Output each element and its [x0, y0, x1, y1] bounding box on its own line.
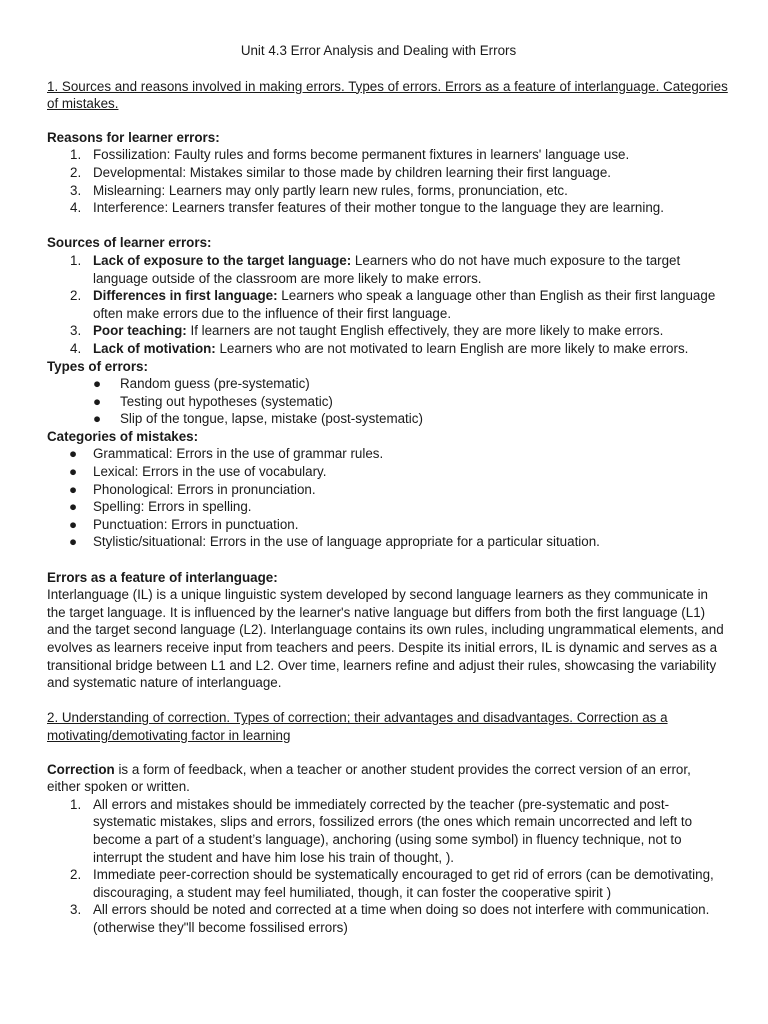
list-item	[47, 866, 728, 901]
item-text: Developmental: Mistakes similar to those made by children learning their first language.	[93, 164, 612, 180]
item-text: Interference: Learners transfer features of their mother tongue to the language they are learning.	[93, 200, 664, 216]
item-text: All errors should be noted and corrected at a time when doing so does not interfere with communication. (otherwise they"ll become fossilised errors)	[93, 902, 710, 935]
list-item	[47, 287, 728, 322]
list-item	[47, 182, 728, 200]
bullet-icon: ●	[69, 516, 78, 532]
bullet-icon: ●	[93, 411, 102, 427]
list-item	[47, 901, 728, 936]
item-number: 2.	[70, 164, 82, 180]
item-bold-label: Differences in first language:	[93, 288, 278, 304]
list-item	[47, 146, 728, 164]
item-text: Learners who do not have much exposure to the target language outside of the classroom are more likely to make errors.	[93, 252, 681, 286]
item-text: Phonological: Errors in pronunciation.	[93, 481, 316, 497]
bullet-icon: ●	[93, 376, 102, 392]
correction-paragraph	[47, 761, 728, 796]
item-text: Mislearning: Learners may only partly learn new rules, forms, pronunciation, etc.	[93, 182, 568, 198]
reasons-list	[47, 146, 728, 216]
types-list	[47, 375, 728, 428]
categories-list	[47, 445, 728, 551]
reasons-heading: Reasons for learner errors:	[47, 129, 220, 145]
list-item	[47, 340, 728, 358]
correction-term: Correction	[47, 761, 115, 777]
list-item	[47, 445, 728, 463]
list-item	[47, 393, 728, 411]
item-text: Slip of the tongue, lapse, mistake (post-systematic)	[120, 411, 423, 427]
item-text: Stylistic/situational: Errors in the use of language appropriate for a particular situation.	[93, 534, 600, 550]
list-item	[47, 410, 728, 428]
item-bold-label: Lack of exposure to the target language:	[93, 252, 352, 268]
item-text: Grammatical: Errors in the use of grammar rules.	[93, 446, 384, 462]
correction-definition: is a form of feedback, when a teacher or another student provides the correct version of an error, either spoken or written.	[47, 761, 691, 795]
list-item	[47, 498, 728, 516]
section2-heading: 2. Understanding of correction. Types of correction; their advantages and disadvantages. Correction as a motivating/demotivating factor in learning	[47, 710, 668, 743]
item-number: 1.	[70, 796, 82, 812]
item-text: If learners are not taught English effectively, they are more likely to make errors.	[186, 323, 664, 339]
item-text: All errors and mistakes should be immediately corrected by the teacher (pre-systematic and post-systematic mistakes, slips and errors, fossilized errors (the ones which remain uncorrected and left to become a part of a student’s language), anchoring (using some symbol) in fluency technique, not to interrupt the student and have him lose his train of thought, ).	[93, 796, 693, 865]
types-heading: Types of errors:	[47, 358, 148, 374]
list-item	[47, 796, 728, 866]
bullet-icon: ●	[69, 464, 78, 480]
item-bold-label: Lack of motivation:	[93, 340, 216, 356]
categories-heading: Categories of mistakes:	[47, 428, 199, 444]
item-text: Punctuation: Errors in punctuation.	[93, 516, 299, 532]
document-title: Unit 4.3 Error Analysis and Dealing with Errors	[240, 43, 517, 58]
bullet-icon: ●	[69, 499, 78, 515]
bullet-icon: ●	[69, 446, 78, 462]
item-number: 3.	[70, 182, 82, 198]
list-item	[47, 463, 728, 481]
sources-heading: Sources of learner errors:	[47, 235, 212, 251]
section1-heading: 1. Sources and reasons involved in making errors. Types of errors. Errors as a feature of interlanguage. Categories of mistakes.	[47, 78, 728, 112]
item-number: 2.	[70, 288, 82, 304]
item-text: Learners who are not motivated to learn English are more likely to make errors.	[215, 340, 689, 356]
list-item	[47, 199, 728, 217]
item-number: 1.	[70, 252, 82, 268]
correction-list	[47, 796, 728, 937]
interlanguage-heading: Errors as a feature of interlanguage:	[47, 569, 278, 585]
list-item	[47, 252, 728, 287]
item-number: 2.	[70, 867, 82, 883]
bullet-icon: ●	[69, 481, 78, 497]
item-text: Lexical: Errors in the use of vocabulary.	[93, 464, 327, 480]
bullet-icon: ●	[93, 393, 102, 409]
interlanguage-paragraph: Interlanguage (IL) is a unique linguistic system developed by second language learners as they communicate in the target language. It is influenced by the learner's native language but differs from both the first language (L1) and the target second language (L2). Interlanguage contains its own rules, including ungrammatical elements, and evolves as learners receive input from teachers and peers. Despite its initial errors, IL is dynamic and serves as a transitional bridge between L1 and L2. Over time, learners refine and adjust their rules, showcasing the variability and systematic nature of interlanguage.	[47, 587, 724, 691]
item-text: Testing out hypotheses (systematic)	[120, 393, 333, 409]
list-item	[47, 533, 728, 551]
item-text: Learners who speak a language other than English as their first language often make errors due to the influence of their first language.	[93, 288, 716, 321]
item-text: Random guess (pre-systematic)	[120, 376, 310, 392]
item-number: 3.	[70, 902, 82, 918]
list-item	[47, 516, 728, 534]
list-item	[47, 375, 728, 393]
item-number: 3.	[70, 323, 82, 339]
item-number: 4.	[70, 340, 82, 356]
item-number: 1.	[70, 147, 82, 163]
item-text: Immediate peer-correction should be systematically encouraged to get rid of errors (can be demotivating, discouraging, a student may feel humiliated, though, it can foster the cooperative spirit )	[93, 867, 714, 900]
item-text: Spelling: Errors in spelling.	[93, 499, 252, 515]
item-text: Fossilization: Faulty rules and forms become permanent fixtures in learners' language use.	[93, 147, 630, 163]
sources-list	[47, 252, 728, 358]
item-bold-label: Poor teaching:	[93, 323, 187, 339]
list-item	[47, 481, 728, 499]
item-number: 4.	[70, 200, 82, 216]
list-item	[47, 164, 728, 182]
list-item	[47, 322, 728, 340]
bullet-icon: ●	[69, 534, 78, 550]
